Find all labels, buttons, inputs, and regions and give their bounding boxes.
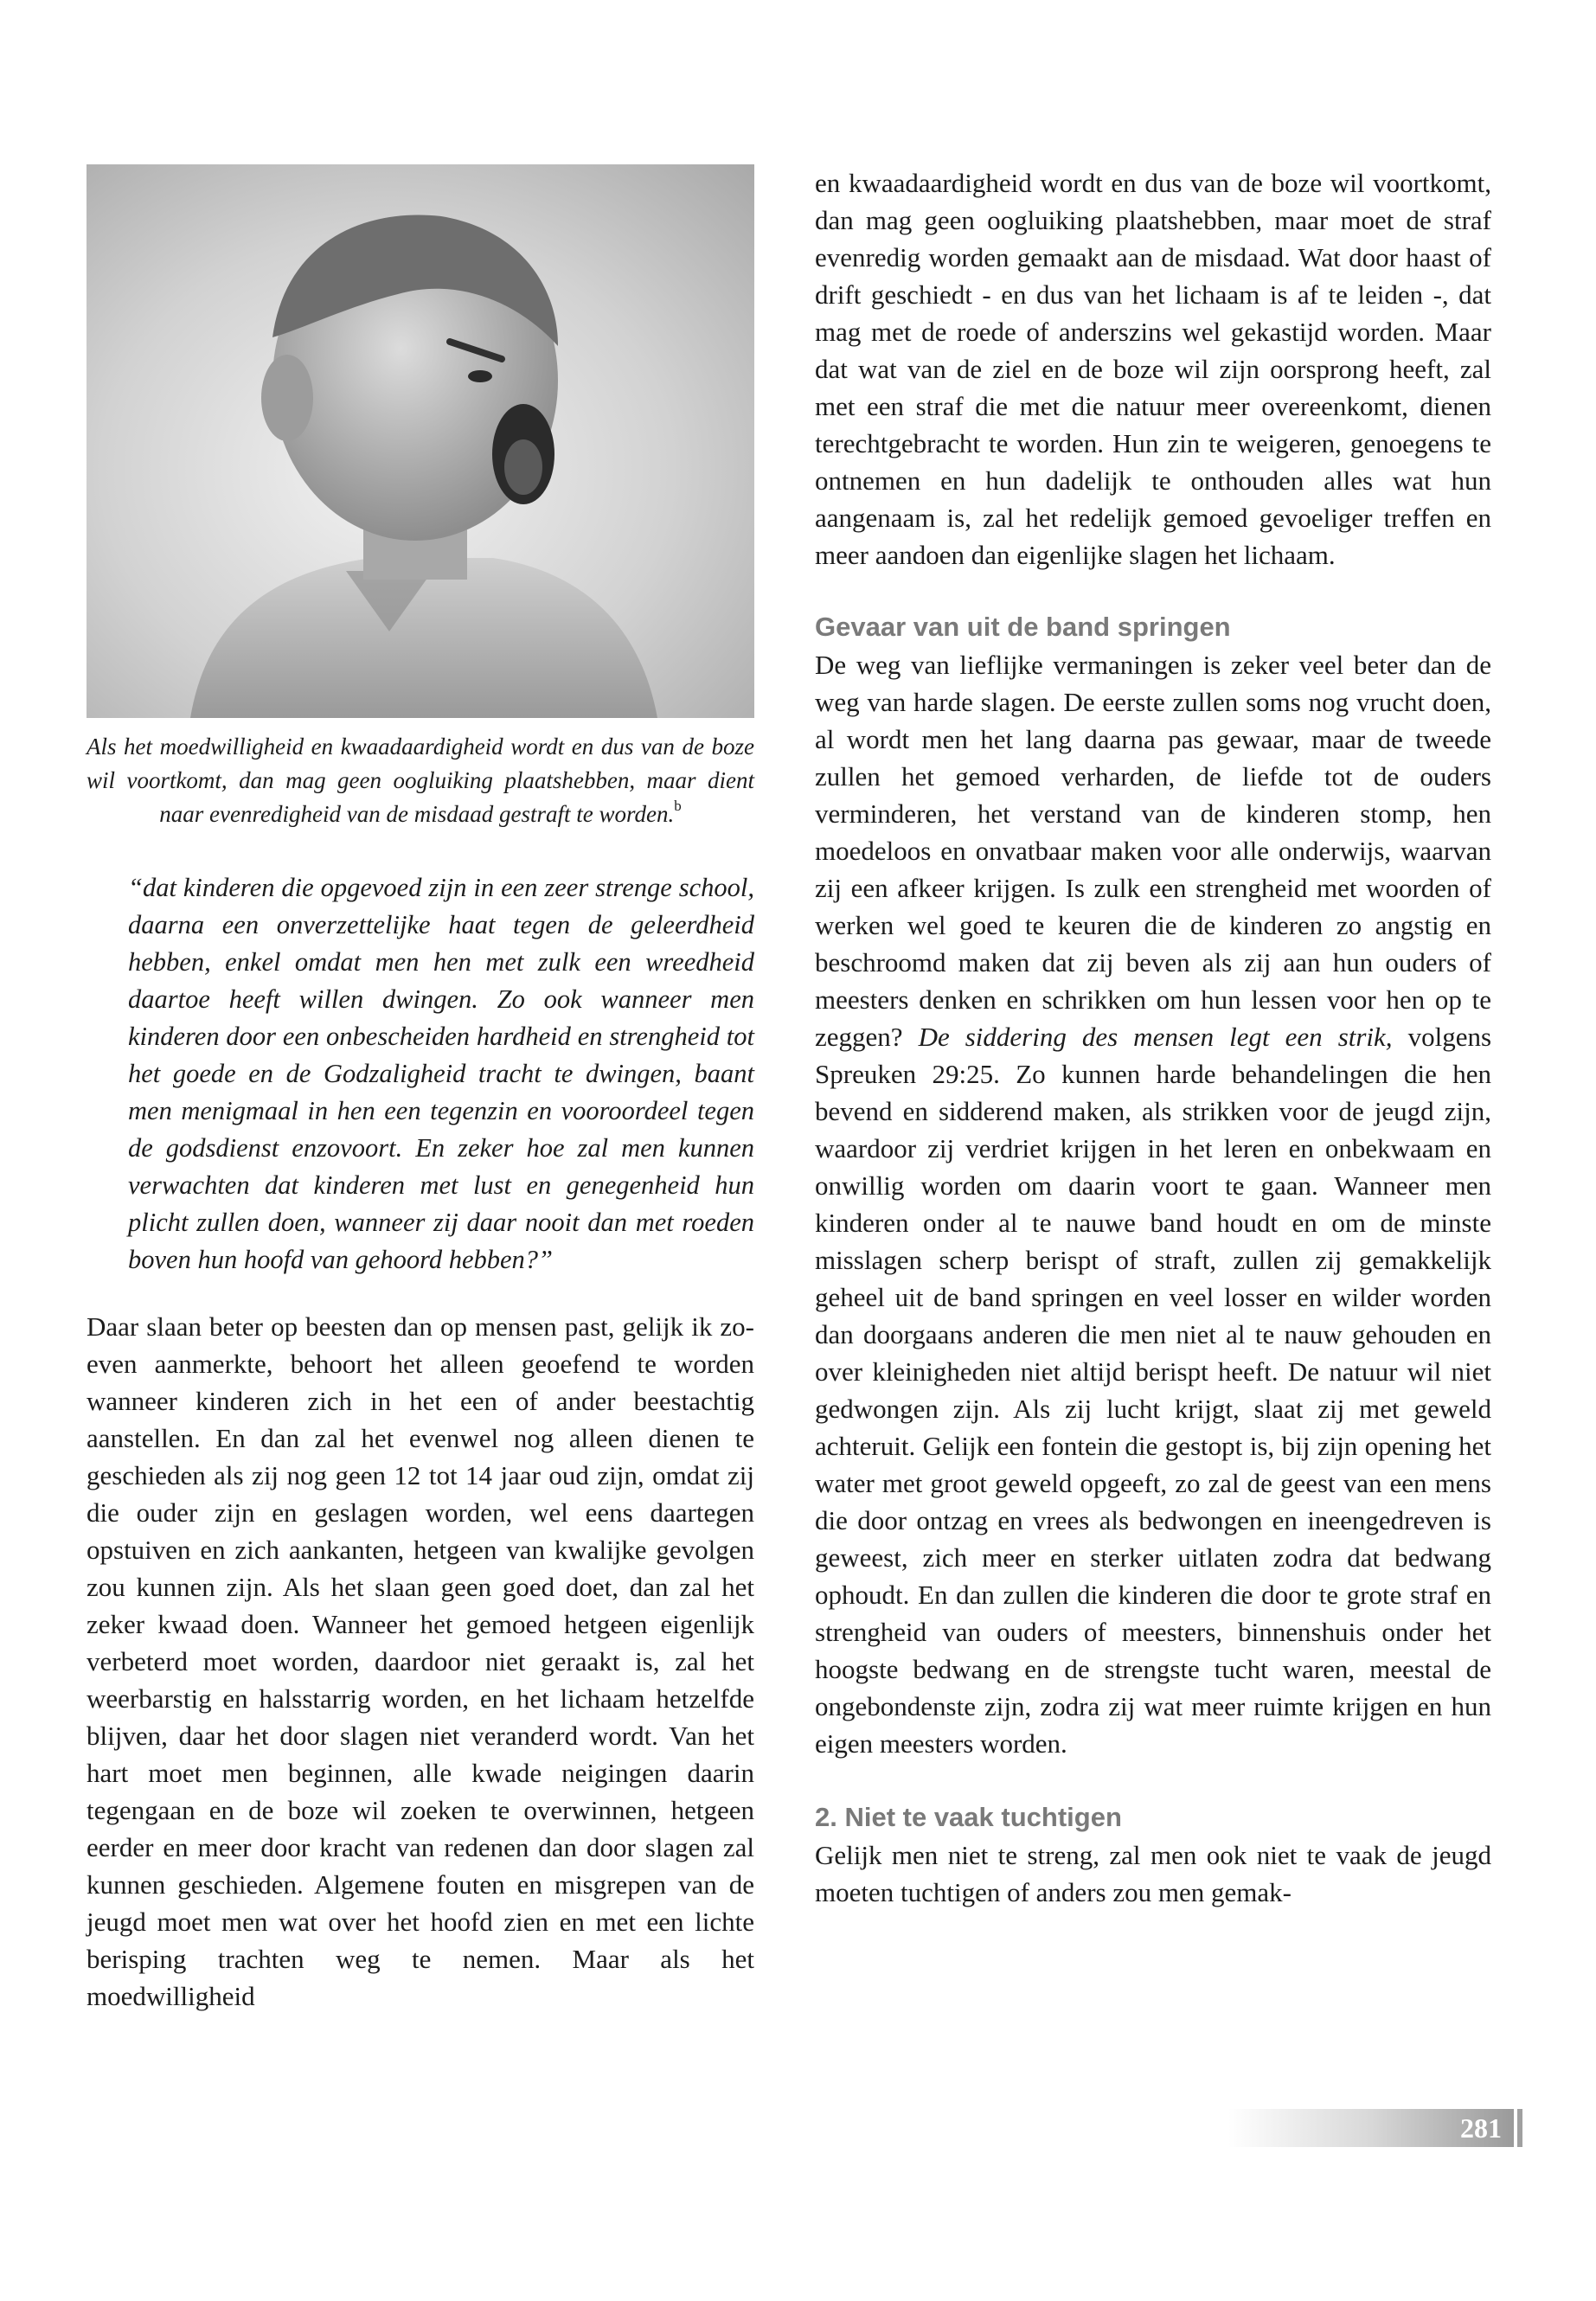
section1-text-after: volgens Spreuken 29:25. Zo kunnen harde behandelingen die hen bevend en sidderend maken, als strikken voor de jeugd zijn, waardoor zij verdriet krijgen in het leren en onbekwaam en onwillig worden om daarin voort te gaan. Wanneer men kinderen onder al te nauwe band houdt en om de minste misslagen scherp berispt of straft, zullen zij gemakkelijk geheel uit de band springen en veel losser en wilder worden dan doorgaans anderen die men niet al te nauw gehouden en over kleinigheden niet altijd berispt heeft. De natuur wil niet gedwongen zijn. Als zij lucht krijgt, slaat zij met geweld achteruit. Gelijk een fontein die gestopt is, bij zijn opening het water met groot geweld opgeeft, zo zal de geest van een mens die door ontzag en vrees als bedwongen en ineengedreven is geweest, zich meer en sterker uitlaten zodra dat bedwang ophoudt. En dan zullen die kinderen die door te grote straf en strengheid van ouders of meesters, binnenshuis onder het hoogste bedwang en de strengste tucht waren, meestal de ongebondenste zijn, zodra zij wat meer ruimte krijgen en hun eigen meesters worden. [815, 1022, 1492, 1759]
scripture-quote: De siddering des mensen legt een strik, [918, 1022, 1393, 1052]
caption-text: Als het moedwilligheid en kwaadaardigheid wordt en dus van de boze wil voortkomt, dan mag geen oogluiking plaatshebben, maar dient naar evenredigheid van de misdaad gestraft te worden. [87, 734, 754, 827]
block-quote: “dat kinderen die opgevoed zijn in een zeer strenge school, daarna een onverzettelijke haat tegen de geleerdheid hebben, enkel omdat men hen met zulk een wreedheid daartoe heeft willen dwingen. Zo ook wanneer men kinderen door een onbescheiden hardheid en strengheid tot het goede en de Godzaligheid tracht te dwingen, baant men menigmaal in hen een tegenzin en vooroordeel tegen de godsdienst enzovoort. En zeker hoe zal men kunnen verwachten dat kinderen met lust en genegenheid hun plicht zullen doen, wanneer zij daar nooit dan met roeden boven hun hoofd van gehoord hebben?” [128, 873, 754, 1274]
page-number: 281 [1460, 2112, 1502, 2144]
footer-edge-bar [1517, 2109, 1522, 2147]
page-footer [1228, 2109, 1514, 2147]
left-body-paragraph: Daar slaan beter op beesten dan op mensen past, gelijk ik zo-even aanmerkte, behoort het alleen geoefend te worden wanneer kinderen zich in het een of ander beestachtig aanstellen. En dan zal het evenwel nog alleen dienen te geschieden als zij nog geen 12 tot 14 jaar oud zijn, omdat zij die ouder zijn en geslagen worden, wel eens daartegen opstuiven en zich aankanten, hetgeen van kwalijke gevolgen zou kunnen zijn. Als het slaan geen goed doet, dan zal het zeker kwaad doen. Wanneer het gemoed hetgeen eigenlijk verbeterd moet worden, daardoor niet geraakt is, zal het weerbarstig en halsstarrig worden, en het lichaam hetzelfde blijven, daar het door slagen niet veranderd wordt. Van het hart moet men beginnen, alle kwade neigingen daarin tegengaan en de boze wil zoeken te overwinnen, hetgeen eerder en meer door kracht van redenen dan door slagen zal kunnen geschieden. Algemene fouten en misgrepen van de jeugd moet men wat over het hoofd zien en met een lichte berisping trachten weg te nemen. Maar als het moedwilligheid [87, 1311, 754, 2011]
section2-paragraph: Gelijk men niet te streng, zal men ook niet te vaak de jeugd moeten tuchtigen of anders zou men gemak- [815, 1840, 1491, 1907]
caption-footnote-marker: b [674, 798, 682, 814]
left-column [87, 164, 754, 2015]
section-heading-niet-te-vaak: 2. Niet te vaak tuchtigen [815, 1802, 1122, 1832]
section-heading-gevaar: Gevaar van uit de band springen [815, 612, 1231, 642]
right-intro-paragraph: en kwaadaardigheid wordt en dus van de boze wil voortkomt, dan mag geen oogluiking plaatshebben, maar moet de straf evenredig worden gemaakt aan de misdaad. Wat door haast of drift geschiedt - en dus van het lichaam is af te leiden -, dat mag met de roede of anderszins wel gekastijd worden. Maar dat wat van de ziel en de boze wil zijn oorsprong heeft, zal met een straf die met die natuur meer overeenkomt, dienen terechtgebracht te worden. Hun zin te weigeren, genoegens te ontnemen en hun dadelijk te onthouden alles wat hun aangenaam is, zal het redelijk gemoed gevoeliger treffen en meer aandoen dan eigenlijke slagen het lichaam. [815, 168, 1491, 570]
figure-caption [87, 730, 754, 831]
section1-text-before: De weg van lieflijke vermaningen is zeker veel beter dan de weg van harde slagen. De eerste zullen soms nog vrucht doen, al wordt men het lang daarna pas gewaar, maar de tweede zullen het gemoed verharden, de liefde tot de ouders verminderen, het verstand van de kinderen stomp, hen moedeloos en onvatbaar maken voor alle onderwijs, waarvan zij een afkeer krijgen. Is zulk een strengheid met woorden of werken wel goed te keuren die de kinderen zo angstig en beschroomd maken dat zij beven als zij aan hun ouders of meesters denken en schrikken om hun lessen voor hen op te zeggen? [815, 650, 1491, 1052]
shouting-child-photo-icon [87, 164, 754, 718]
right-column [815, 164, 1491, 1911]
section1-paragraph [815, 646, 1491, 1762]
figure-photo [87, 164, 754, 718]
